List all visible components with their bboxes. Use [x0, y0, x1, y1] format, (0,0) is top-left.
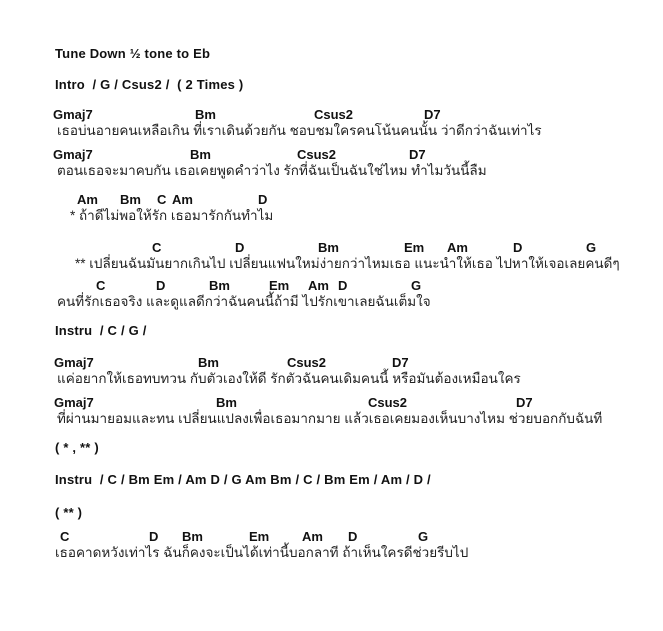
- chord-line-5: [0, 278, 663, 293]
- repeat-marker-2: ( ** ): [55, 505, 83, 520]
- lyric-line-1: เธอบ่นอายคนเหลือเกิน ที่เราเดินด้วยกัน ชอบชมใครคนโน้นคนนั้น ว่าดีกว่าฉันเท่าไร: [57, 123, 542, 138]
- chord-d7: D7: [516, 395, 533, 410]
- chord-csus2: Csus2: [314, 107, 354, 122]
- chord-d7: D7: [392, 355, 409, 370]
- chord-line-6: [0, 355, 663, 370]
- chord-g: G: [411, 278, 422, 293]
- lyric-line-8: เธอคาดหวังเท่าไร ฉันก็คงจะเป็นได้เท่านี้บอกลาที ถ้าเห็นใครดีช่วยรีบไป: [55, 545, 469, 560]
- chord-g: G: [586, 240, 597, 255]
- chord-bm: Bm: [190, 147, 211, 162]
- chord-line-3: [0, 192, 663, 207]
- chord-am: Am: [77, 192, 98, 207]
- chord-bm: Bm: [120, 192, 141, 207]
- chord-em: Em: [269, 278, 290, 293]
- chord-gmaj7: Gmaj7: [53, 147, 93, 162]
- chord-d: D: [513, 240, 523, 255]
- lyric-line-4: ** เปลี่ยนฉันมันยากเกินไป เปลี่ยนแฟนใหม่ง่ายกว่าไหมเธอ แนะนำให้เธอ ไปหาให้เจอเลยคนดีๆ: [75, 256, 620, 271]
- chord-gmaj7: Gmaj7: [54, 395, 94, 410]
- repeat-marker-1: ( * , ** ): [55, 440, 99, 455]
- chord-d: D: [235, 240, 245, 255]
- lyric-line-6: แค่อยากให้เธอทบทวน กับตัวเองให้ดี รักตัวฉันคนเดิมคนนี้ หรือมันต้องเหมือนใคร: [57, 371, 521, 386]
- chord-bm: Bm: [216, 395, 237, 410]
- chord-am: Am: [172, 192, 193, 207]
- chord-am: Am: [447, 240, 468, 255]
- instru-line-1: Instru / C / G /: [55, 323, 147, 338]
- chord-c: C: [60, 529, 70, 544]
- chord-d: D: [338, 278, 348, 293]
- chord-bm: Bm: [195, 107, 216, 122]
- intro-line: Intro / G / Csus2 / ( 2 Times ): [55, 77, 244, 92]
- chord-c: C: [152, 240, 162, 255]
- chord-c: C: [157, 192, 167, 207]
- chord-csus2: Csus2: [287, 355, 327, 370]
- chord-d: D: [156, 278, 166, 293]
- chord-gmaj7: Gmaj7: [53, 107, 93, 122]
- chord-bm: Bm: [209, 278, 230, 293]
- chord-d7: D7: [424, 107, 441, 122]
- tuning-note: Tune Down ½ tone to Eb: [55, 46, 211, 61]
- chord-d: D: [258, 192, 268, 207]
- chord-em: Em: [249, 529, 270, 544]
- chord-bm: Bm: [318, 240, 339, 255]
- chord-gmaj7: Gmaj7: [54, 355, 94, 370]
- chord-bm: Bm: [182, 529, 203, 544]
- chord-bm: Bm: [198, 355, 219, 370]
- chord-d: D: [149, 529, 159, 544]
- lyric-line-7: ที่ผ่านมายอมและทน เปลี่ยนแปลงเพื่อเธอมากมาย แล้วเธอเคยมองเห็นบางไหม ช่วยบอกกับฉันที: [57, 411, 603, 426]
- chord-line-4: [0, 240, 663, 255]
- lyric-line-2: ตอนเธอจะมาคบกัน เธอเคยพูดคำว่าไง รักที่ฉันเป็นฉันใช่ไหม ทำไมวันนี้ลืม: [57, 163, 487, 178]
- chord-line-1: [0, 107, 663, 122]
- lyric-line-5: คนที่รักเธอจริง และดูแลดีกว่าฉันคนนี้ถ้ามี ไปรักเขาเลยฉันเต็มใจ: [57, 294, 431, 309]
- lyric-line-3: * ถ้าดีไม่พอให้รัก เธอมารักกันทำไม: [70, 208, 274, 223]
- chord-g: G: [418, 529, 429, 544]
- chord-csus2: Csus2: [368, 395, 408, 410]
- chord-line-8: [0, 529, 663, 544]
- chord-am: Am: [302, 529, 323, 544]
- chord-c: C: [96, 278, 106, 293]
- chord-em: Em: [404, 240, 425, 255]
- chord-d7: D7: [409, 147, 426, 162]
- chord-am: Am: [308, 278, 329, 293]
- instru-line-2: Instru / C / Bm Em / Am D / G Am Bm / C / Bm Em / Am / D /: [55, 472, 431, 487]
- chord-line-7: [0, 395, 663, 410]
- chord-csus2: Csus2: [297, 147, 337, 162]
- chord-d: D: [348, 529, 358, 544]
- chord-line-2: [0, 147, 663, 162]
